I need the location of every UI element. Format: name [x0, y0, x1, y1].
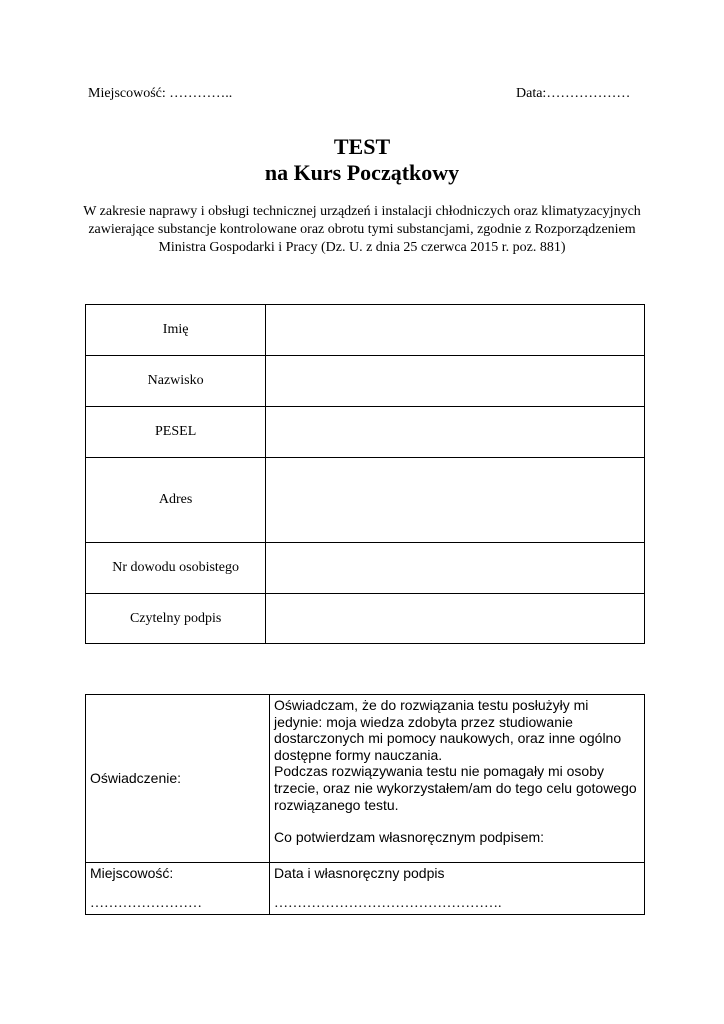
- place-label: Miejscowość:: [90, 865, 174, 881]
- first-name-label: Imię: [86, 305, 266, 356]
- table-row: [86, 543, 645, 594]
- first-name-field[interactable]: [266, 305, 645, 356]
- page-title: TEST: [333, 134, 391, 159]
- statement-table: [85, 694, 645, 915]
- table-row: [86, 356, 645, 407]
- id-number-label: Nr dowodu osobistego: [86, 543, 266, 594]
- place-header-label: Miejscowość: …………..: [88, 86, 233, 101]
- table-row: [86, 594, 645, 644]
- statement-paragraph-2: Podczas rozwiązywania testu nie pomagały mi osoby trzecie, oraz nie wykorzystałem/am do tego celu gotowego rozwiązanego testu.: [274, 763, 637, 813]
- date-signature-label: Data i własnoręczny podpis: [274, 865, 445, 881]
- id-number-field[interactable]: [266, 543, 645, 594]
- table-row: [86, 407, 645, 458]
- table-row: [86, 458, 645, 543]
- page-subtitle-title: na Kurs Początkowy: [264, 160, 460, 185]
- place-cell[interactable]: [86, 863, 270, 915]
- signature-label: Czytelny podpis: [86, 594, 266, 644]
- statement-text: [270, 695, 645, 863]
- statement-paragraph-1: Oświadczam, że do rozwiązania testu posłużyły mi jedynie: moja wiedza zdobyta przez studiowanie dostarczonych mi pomocy naukowych, oraz inne ogólno dostępne formy nauczania.: [274, 697, 622, 763]
- address-label: Adres: [86, 458, 266, 543]
- pesel-label: PESEL: [86, 407, 266, 458]
- signature-field[interactable]: [266, 594, 645, 644]
- address-field[interactable]: [266, 458, 645, 543]
- date-header-label: Data:………………: [516, 86, 631, 101]
- statement-label: Oświadczenie:: [86, 695, 270, 863]
- table-row: [86, 305, 645, 356]
- personal-data-table: [85, 304, 645, 644]
- last-name-label: Nazwisko: [86, 356, 266, 407]
- pesel-field[interactable]: [266, 407, 645, 458]
- statement-paragraph-3: Co potwierdzam własnoręcznym podpisem:: [274, 829, 545, 846]
- course-description: W zakresie naprawy i obsługi technicznej urządzeń i instalacji chłodniczych oraz klimatyzacyjnych zawierające substancje kontrolowane oraz obrotu tymi substancjami, zgodnie z Rozporządzeniem Ministra Gospodarki i Pracy (Dz. U. z dnia 25 czerwca 2015 r. poz. 881): [83, 204, 641, 255]
- date-signature-cell[interactable]: [270, 863, 645, 915]
- last-name-field[interactable]: [266, 356, 645, 407]
- date-signature-dots: ………………………………………….: [274, 895, 502, 911]
- table-row: [86, 695, 645, 863]
- place-dots: ……………………: [90, 895, 202, 911]
- table-row: [86, 863, 645, 915]
